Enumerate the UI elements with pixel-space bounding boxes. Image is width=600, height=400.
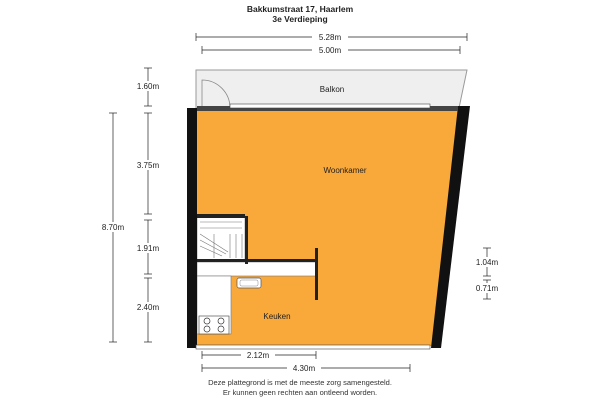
kitchen-counter bbox=[197, 262, 317, 276]
dim-stair-depth: 1.91m bbox=[136, 244, 160, 253]
cooktop-icon bbox=[199, 316, 229, 334]
plan-floor-title: 3e Verdieping bbox=[272, 14, 328, 24]
room-label-balcony: Balkon bbox=[319, 85, 345, 94]
sink-icon bbox=[237, 278, 261, 288]
dim-right-upper: 1.04m bbox=[475, 258, 499, 267]
dim-total-depth: 8.70m bbox=[101, 223, 125, 232]
dim-bottom-total: 4.30m bbox=[292, 364, 316, 373]
stair-area bbox=[197, 216, 245, 260]
room-label-kitchen: Keuken bbox=[263, 312, 291, 321]
dim-right-lower: 0.71m bbox=[475, 284, 499, 293]
dim-top-outer: 5.28m bbox=[318, 33, 342, 42]
dim-kitchen-depth: 2.40m bbox=[136, 303, 160, 312]
stair-handrail bbox=[197, 214, 245, 218]
dim-top-inner: 5.00m bbox=[318, 46, 342, 55]
balcony-window bbox=[230, 104, 430, 108]
dim-balcony-depth: 1.60m bbox=[136, 82, 160, 91]
bottom-window bbox=[196, 345, 430, 349]
plan-address-title: Bakkumstraat 17, Haarlem bbox=[246, 4, 354, 14]
disclaimer-line-2: Er kunnen geen rechten aan ontleend worden. bbox=[222, 388, 378, 397]
disclaimer-line-1: Deze plattegrond is met de meeste zorg samengesteld. bbox=[208, 378, 392, 387]
dim-living-depth: 3.75m bbox=[136, 161, 160, 170]
dim-bottom-partial: 2.12m bbox=[246, 351, 270, 360]
room-label-living: Woonkamer bbox=[323, 166, 367, 175]
